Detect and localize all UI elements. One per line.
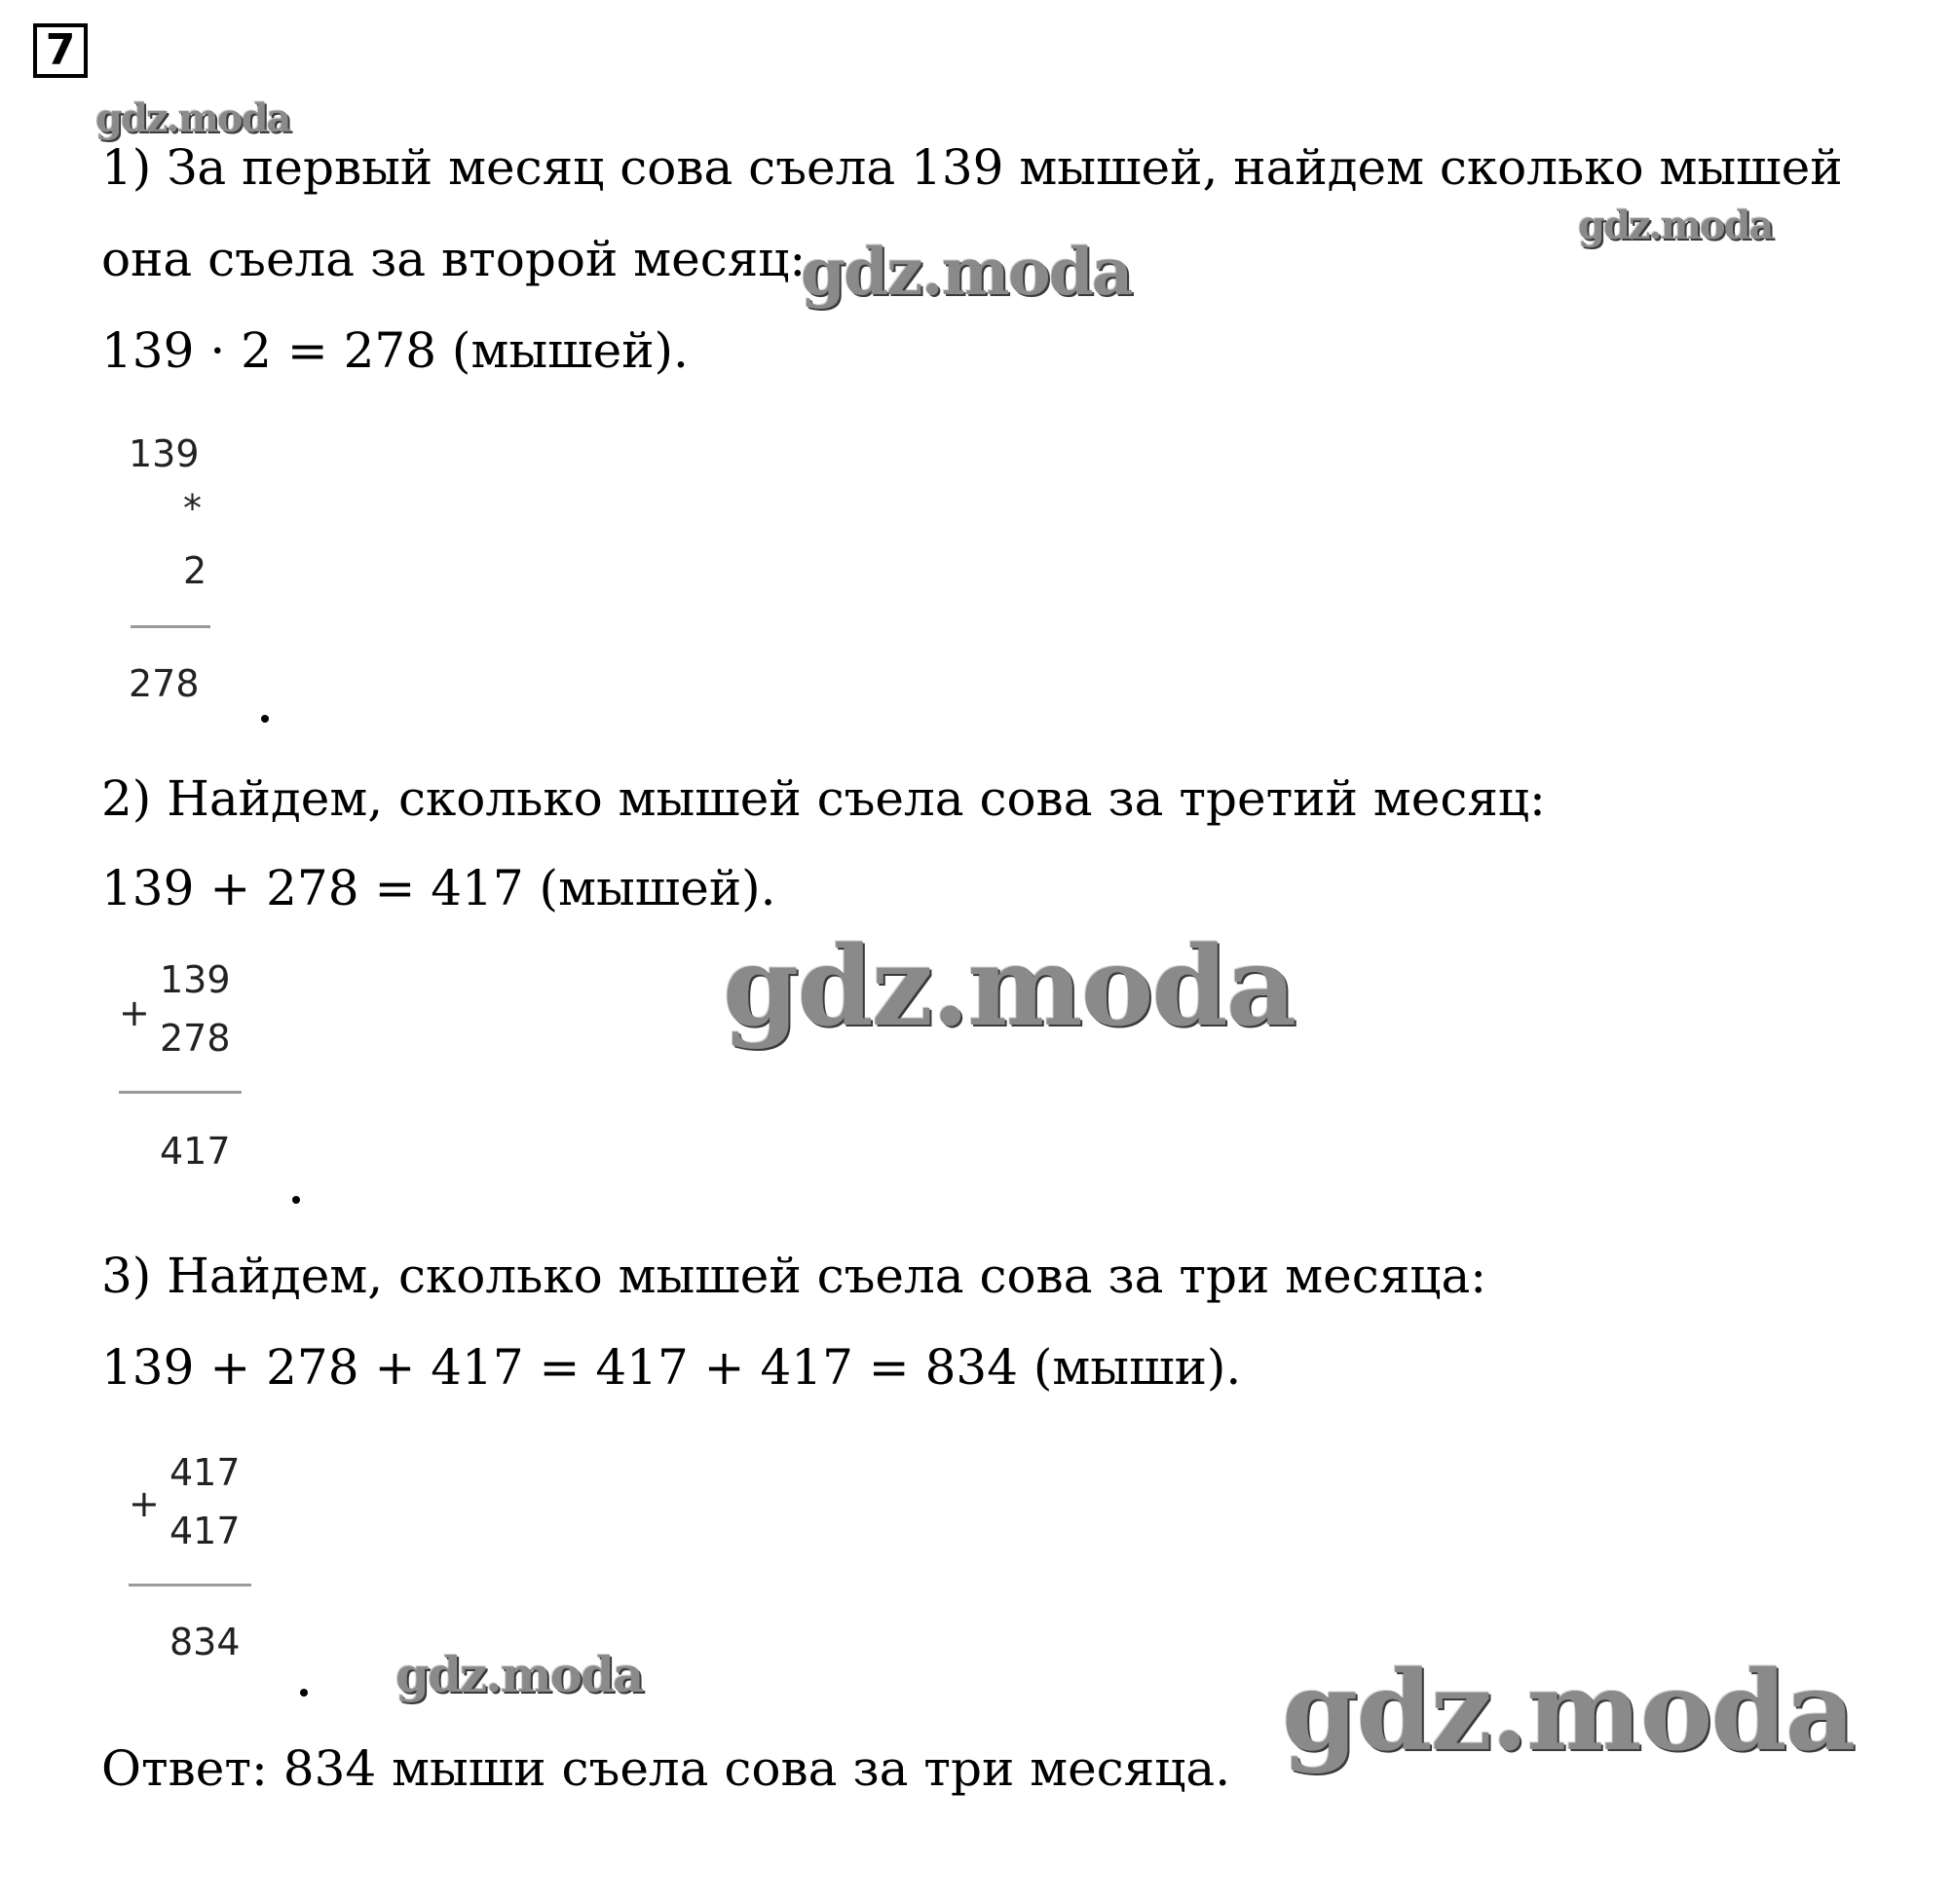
column-operator: +	[119, 991, 150, 1034]
watermark: gdz.moda	[95, 95, 290, 141]
column-result: 834	[169, 1621, 241, 1663]
step3-equation: 139 + 278 + 417 = 417 + 417 = 834 (мыши).	[101, 1339, 1242, 1396]
column-rule	[131, 625, 210, 628]
step2-equation: 139 + 278 = 417 (мышей).	[101, 860, 776, 916]
column-operand: 139	[129, 432, 200, 475]
period-dot	[261, 715, 269, 723]
column-operand: 417	[169, 1510, 241, 1552]
step3-text-line1: 3) Найдем, сколько мышей съела сова за три месяца:	[101, 1248, 1487, 1304]
answer-text: Ответ: 834 мыши съела сова за три месяца.	[101, 1740, 1231, 1797]
watermark: gdz.moda	[1578, 203, 1773, 248]
column-operand: 139	[160, 958, 231, 1001]
watermark: gdz.moda	[395, 1646, 643, 1703]
column-operand: 417	[169, 1451, 241, 1494]
column-rule	[129, 1584, 251, 1587]
watermark: gdz.moda	[801, 234, 1132, 310]
watermark: gdz.moda	[1282, 1648, 1855, 1775]
watermark: gdz.moda	[723, 923, 1296, 1051]
column-operator: *	[183, 487, 202, 530]
column-rule	[119, 1091, 242, 1094]
period-dot	[292, 1196, 300, 1204]
period-dot	[300, 1689, 308, 1697]
column-result: 417	[160, 1130, 231, 1173]
task-number-box: 7	[33, 23, 88, 78]
column-result: 278	[129, 662, 200, 705]
step1-equation: 139 · 2 = 278 (мышей).	[101, 322, 689, 379]
step1-text-line1: 1) За первый месяц сова съела 139 мышей, найдем сколько мышей	[101, 139, 1843, 196]
step1-text-line2: она съела за второй месяц:	[101, 231, 807, 287]
column-operator: +	[129, 1482, 160, 1525]
column-operand: 2	[183, 549, 207, 592]
column-operand: 278	[160, 1017, 231, 1060]
step2-text-line1: 2) Найдем, сколько мышей съела сова за третий месяц:	[101, 770, 1546, 827]
